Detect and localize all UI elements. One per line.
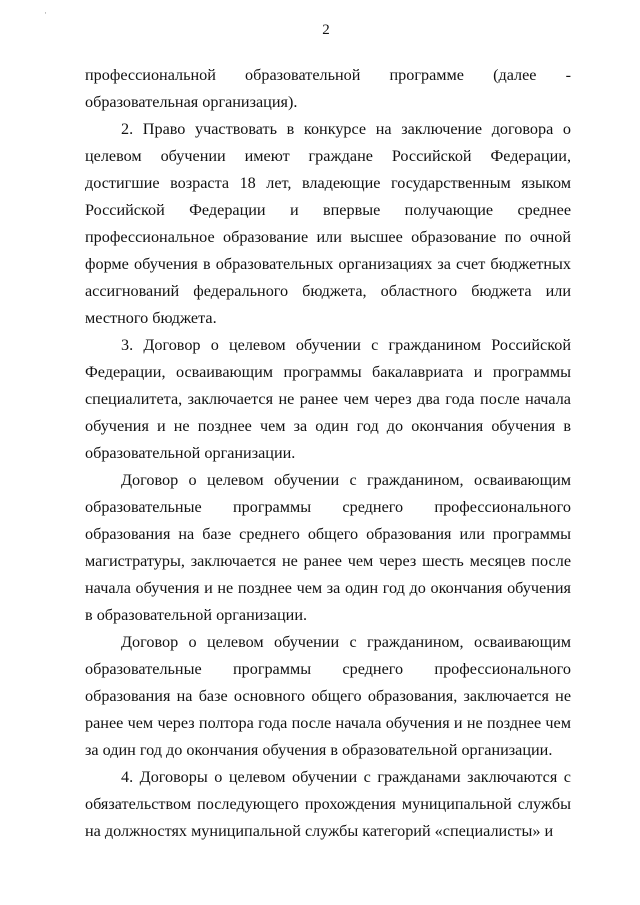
document-body [85, 62, 571, 845]
paragraph-contract-basic-education: Договор о целевом обучении с гражданином, осваивающим образовательные программы среднего профессионального образования на базе основного общего образования, заключается не ранее чем через полтора года после начала обучения и не позднее чем за один год до окончания обучения в образовательной организации. [85, 633, 571, 759]
paragraph-item-2: 2. Право участвовать в конкурсе на заключение договора о целевом обучении имеют граждане Российской Федерации, достигшие возраста 18 лет, владеющие государственным языком Российской Федерации и впервые получающие среднее профессиональное образование или высшее образование по очной форме обучения в образовательных организациях за счет бюджетных ассигнований федерального бюджета, областного бюджета или местного бюджета. [85, 120, 571, 327]
scan-artifact-mark: · [44, 8, 47, 18]
paragraph-continuation: профессиональной образовательной программе (далее - образовательная организация). [85, 66, 571, 111]
paragraph-item-4: 4. Договоры о целевом обучении с гражданами заключаются с обязательством последующего прохождения муниципальной службы на должностях муниципальной службы категорий «специалисты» и [85, 768, 571, 840]
paragraph-item-3: 3. Договор о целевом обучении с гражданином Российской Федерации, осваивающим программы бакалавриата и программы специалитета, заключается не ранее чем через два года после начала обучения и не позднее чем за один год до окончания обучения в образовательной организации. [85, 336, 571, 462]
page-number: 2 [322, 22, 330, 38]
paragraph-contract-magistracy: Договор о целевом обучении с гражданином, осваивающим образовательные программы среднего профессионального образования на базе среднего общего образования или программы магистратуры, заключается не ранее чем через шесть месяцев после начала обучения и не позднее чем за один год до окончания обучения в образовательной организации. [85, 471, 571, 624]
